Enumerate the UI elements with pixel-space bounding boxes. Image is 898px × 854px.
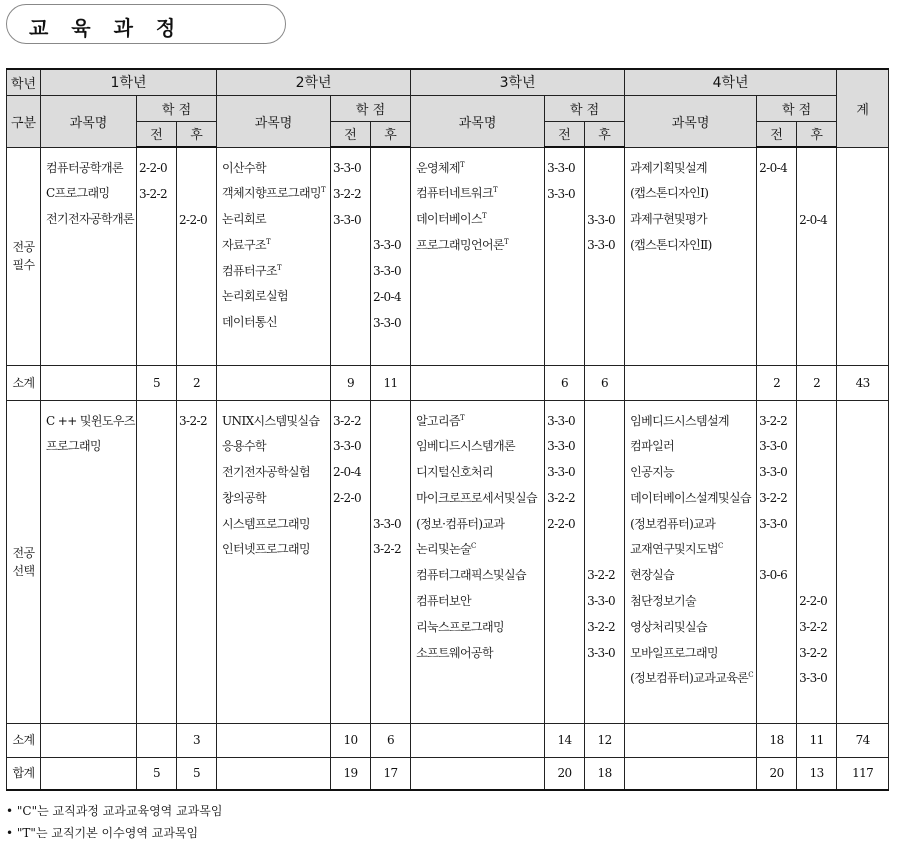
credit-value (179, 156, 216, 182)
course-list (41, 400, 137, 723)
first-credit-list (545, 400, 585, 723)
credit-header: 학 점 (137, 95, 217, 121)
credit-value: 3-3-0 (333, 161, 362, 175)
credit-value: 3-3-0 (547, 161, 576, 175)
course-list (625, 147, 757, 365)
credit-value: 3-3-0 (373, 264, 402, 279)
credit-value: 3-2-2 (799, 619, 828, 634)
course-name: 영상처리및실습 (630, 619, 708, 634)
credit-value (759, 641, 796, 667)
credit-value: 3-2-2 (799, 645, 828, 660)
credit-sum: 6 (585, 365, 625, 400)
credit-sum: 9 (331, 365, 371, 400)
course-name: 이산수학 (222, 160, 266, 175)
credit-value (547, 589, 584, 615)
course-name: 데이터베이스$^T$ (416, 212, 487, 227)
credit-value (373, 182, 410, 208)
credit-value (799, 512, 836, 538)
credit-value (333, 233, 370, 259)
credit-value: 2-0-4 (373, 289, 402, 304)
credit-value: 3-3-0 (373, 315, 402, 330)
credit-sum: 11 (797, 723, 837, 757)
second-semester-header: 후 (371, 121, 411, 147)
major-required-label-text: 전공필수 (12, 240, 35, 272)
grade-1-header: 1학년 (41, 69, 217, 95)
course-name: (정보컴퓨터)교과교육론$^C$ (630, 671, 753, 686)
credit-value (333, 285, 370, 311)
course-name: 데이터통신 (222, 315, 277, 330)
course-name: (캡스톤디자인Ⅱ) (630, 237, 712, 252)
row-total: 74 (837, 723, 889, 757)
credit-value (799, 460, 836, 486)
credit-value: 2-2-0 (333, 490, 362, 505)
course-name: 임베디드시스템개론 (416, 439, 515, 454)
credit-sum: 6 (371, 723, 411, 757)
course-name: 창의공학 (222, 490, 266, 505)
credit-value: 3-3-0 (759, 516, 788, 531)
credit-value: 3-2-2 (547, 490, 576, 505)
footnote-c: • "C"는 교직과정 교과교육영역 교과목임 (6, 804, 223, 818)
course-name: 리눅스프로그래밍 (416, 619, 504, 634)
second-credit-list (371, 147, 411, 365)
course-name: (정보·컴퓨터)교과 (416, 516, 505, 531)
course-name: 알고리즘$^T$ (416, 413, 465, 428)
course-name: 프로그래밍 (46, 439, 101, 454)
first-credit-list (331, 147, 371, 365)
course-name: 과제기획및설계 (630, 160, 708, 175)
credit-sum: 11 (371, 365, 411, 400)
credit-value: 3-3-0 (547, 465, 576, 480)
credit-value (799, 156, 836, 182)
page-title: 교 육 과 정 (29, 16, 184, 40)
subtotal-required-row (7, 365, 889, 400)
course-list (411, 400, 545, 723)
grand-total-label: 합계 (7, 757, 41, 790)
course-name: 논리및논술$^C$ (416, 542, 476, 557)
credit-sum: 10 (331, 723, 371, 757)
credit-value (799, 434, 836, 460)
credit-value (333, 259, 370, 285)
total-header: 계 (837, 69, 889, 147)
course-name-header: 과목명 (41, 95, 137, 147)
course-name: 프로그래밍언어론$^T$ (416, 237, 509, 252)
second-credit-list (797, 147, 837, 365)
course-name: 전기전자공학개론 (46, 212, 134, 227)
credit-sum: 20 (545, 757, 585, 790)
course-name: 객체지향프로그래밍$^T$ (222, 186, 326, 201)
row-total: 43 (837, 365, 889, 400)
credit-value (759, 537, 796, 563)
credit-value (547, 641, 584, 667)
credit-value: 2-0-4 (799, 212, 828, 227)
credit-header: 학 점 (331, 95, 411, 121)
credit-value: 3-3-0 (587, 645, 616, 660)
credit-value (587, 409, 624, 435)
credit-value (587, 486, 624, 512)
credit-value (373, 486, 410, 512)
credit-value (587, 537, 624, 563)
credit-value: 2-0-4 (333, 465, 362, 480)
credit-sum: 20 (757, 757, 797, 790)
course-name: 응용수학 (222, 439, 266, 454)
credit-value: 2-2-0 (179, 212, 208, 227)
major-elective-label (7, 400, 41, 723)
credit-value (587, 156, 624, 182)
credit-sum: 3 (177, 723, 217, 757)
course-name: 컴파일러 (630, 439, 675, 454)
course-name: 전기전자공학실험 (222, 465, 310, 480)
total-cell (837, 400, 889, 723)
course-name-header: 과목명 (625, 95, 757, 147)
credit-value: 2-0-4 (759, 161, 788, 175)
credit-value (373, 409, 410, 435)
course-name: UNIX시스템및실습 (222, 413, 320, 428)
second-semester-header: 후 (797, 121, 837, 147)
second-semester-header: 후 (585, 121, 625, 147)
course-name: 컴퓨터네트워크$^T$ (416, 186, 498, 201)
credit-value: 3-2-2 (179, 413, 208, 428)
credit-sum: 13 (797, 757, 837, 790)
course-name: 모바일프로그래밍 (630, 645, 719, 660)
major-elective-row (7, 400, 889, 723)
credit-value (759, 182, 796, 208)
course-name: 컴퓨터구조$^T$ (222, 263, 282, 278)
row-total: 117 (837, 757, 889, 790)
credit-header: 학 점 (757, 95, 837, 121)
course-name-header: 과목명 (411, 95, 545, 147)
course-name: 현장실습 (630, 568, 675, 583)
credit-value: 3-2-2 (587, 568, 616, 583)
credit-value (759, 615, 796, 641)
first-credit-list (331, 400, 371, 723)
course-name: 시스템프로그래밍 (222, 516, 310, 531)
credit-value (547, 233, 584, 259)
total-cell (837, 147, 889, 365)
credit-value: 3-3-0 (759, 465, 788, 480)
course-list (625, 400, 757, 723)
major-required-row (7, 147, 889, 365)
course-name: 마이크로프로세서및실습 (416, 490, 537, 505)
second-credit-list (797, 400, 837, 723)
credit-value: 3-2-2 (759, 413, 788, 428)
credit-value: 3-3-0 (373, 516, 402, 531)
credit-value (373, 208, 410, 234)
subtotal-elective-row (7, 723, 889, 757)
credit-value (799, 537, 836, 563)
subtotal-label: 소계 (7, 723, 41, 757)
credit-value: 3-3-0 (759, 439, 788, 454)
first-credit-list (545, 147, 585, 365)
credit-sum: 19 (331, 757, 371, 790)
first-credit-list (757, 147, 797, 365)
grade-3-header: 3학년 (411, 69, 625, 95)
credit-value: 3-3-0 (547, 439, 576, 454)
course-name: 컴퓨터보안 (416, 594, 472, 609)
credit-value (759, 208, 796, 234)
curriculum-table (6, 68, 889, 791)
credit-value (799, 409, 836, 435)
second-credit-list (585, 147, 625, 365)
credit-value (759, 589, 796, 615)
course-list (411, 147, 545, 365)
credit-value: 2-2-0 (547, 516, 576, 531)
course-name: 논리회로 (222, 212, 266, 227)
credit-sum: 14 (545, 723, 585, 757)
credit-value: 3-3-0 (373, 238, 402, 253)
credit-sum: 18 (585, 757, 625, 790)
credit-sum: 5 (177, 757, 217, 790)
credit-sum: 5 (137, 757, 177, 790)
second-semester-header: 후 (177, 121, 217, 147)
credit-value: 3-2-2 (759, 490, 788, 505)
course-name: 소프트웨어공학 (416, 645, 494, 660)
credit-value (179, 434, 216, 460)
first-credit-list (137, 400, 177, 723)
course-name: 운영체제$^T$ (416, 160, 465, 175)
credit-value (799, 563, 836, 589)
credit-value (799, 233, 836, 259)
credit-value: 3-2-2 (587, 619, 616, 634)
credit-sum (137, 723, 177, 757)
credit-value: 3-2-2 (373, 542, 402, 557)
subtotal-label: 소계 (7, 365, 41, 400)
course-name: 과제구현및평가 (630, 212, 708, 227)
credit-value: 3-2-2 (333, 413, 362, 428)
credit-sum: 5 (137, 365, 177, 400)
credit-sum: 12 (585, 723, 625, 757)
credit-sum: 18 (757, 723, 797, 757)
first-credit-list (137, 147, 177, 365)
title-box (6, 4, 286, 44)
second-credit-list (371, 400, 411, 723)
credit-value: 2-2-0 (799, 594, 828, 609)
course-list (217, 400, 331, 723)
credit-value: 3-3-0 (333, 439, 362, 454)
course-name: 논리회로실험 (222, 289, 288, 304)
course-name: 컴퓨터공학개론 (46, 160, 123, 175)
course-list (41, 147, 137, 365)
credit-value (139, 208, 176, 234)
course-name: 컴퓨터그래픽스및실습 (416, 568, 526, 583)
credit-value (547, 563, 584, 589)
credit-value (587, 460, 624, 486)
course-name: 자료구조$^T$ (222, 237, 271, 252)
credit-value (333, 311, 370, 337)
credit-value: 3-3-0 (547, 413, 576, 428)
credit-sum: 6 (545, 365, 585, 400)
major-required-label (7, 147, 41, 365)
credit-value: 2-2-0 (139, 161, 168, 175)
course-name: 임베디드시스템설계 (630, 413, 730, 428)
course-name: C프로그래밍 (46, 186, 110, 201)
grand-total-row (7, 757, 889, 790)
course-name: 교재연구및지도법$^C$ (630, 542, 723, 557)
course-name: C ++ 및윈도우즈 (46, 413, 135, 428)
footnotes (6, 800, 222, 844)
second-credit-list (585, 400, 625, 723)
first-semester-header: 전 (757, 121, 797, 147)
credit-value (373, 460, 410, 486)
credit-value (799, 182, 836, 208)
second-credit-list (177, 400, 217, 723)
course-name-header: 과목명 (217, 95, 331, 147)
credit-value (373, 434, 410, 460)
first-semester-header: 전 (545, 121, 585, 147)
course-name: 첨단정보기술 (630, 594, 697, 609)
course-name: 데이터베이스설계및실습 (630, 490, 752, 505)
course-name: (캡스톤디자인Ⅰ) (630, 186, 709, 201)
credit-value (587, 512, 624, 538)
credit-value (179, 182, 216, 208)
credit-value (139, 434, 176, 460)
course-name: 디지털신호처리 (416, 465, 494, 480)
credit-value (759, 233, 796, 259)
first-semester-header: 전 (331, 121, 371, 147)
credit-value: 3-3-0 (587, 212, 616, 227)
credit-value: 3-2-2 (139, 186, 168, 201)
credit-value (547, 537, 584, 563)
credit-value (547, 615, 584, 641)
credit-value (547, 208, 584, 234)
category-header: 구분 (7, 95, 41, 147)
first-credit-list (757, 400, 797, 723)
credit-value (759, 666, 796, 692)
credit-sum: 2 (177, 365, 217, 400)
credit-value: 3-3-0 (799, 671, 828, 686)
credit-sum: 2 (757, 365, 797, 400)
credit-sum: 2 (797, 365, 837, 400)
credit-value: 3-3-0 (333, 212, 362, 227)
first-semester-header: 전 (137, 121, 177, 147)
second-credit-list (177, 147, 217, 365)
grade-header: 학년 (7, 69, 41, 95)
credit-value (139, 409, 176, 435)
credit-value: 3-3-0 (587, 594, 616, 609)
footnote-t: • "T"는 교직기본 이수영역 교과목임 (6, 826, 199, 840)
credit-value: 3-3-0 (547, 186, 576, 201)
credit-value (587, 434, 624, 460)
course-name: 인공지능 (630, 465, 675, 480)
course-name: 인터넷프로그래밍 (222, 542, 310, 557)
course-list (217, 147, 331, 365)
course-name: (정보컴퓨터)교과 (630, 516, 716, 531)
grade-4-header: 4학년 (625, 69, 837, 95)
credit-value (587, 182, 624, 208)
credit-sum: 17 (371, 757, 411, 790)
credit-value (373, 156, 410, 182)
major-elective-label-text: 전공선택 (12, 545, 35, 578)
credit-value: 3-2-2 (333, 186, 362, 201)
credit-header: 학 점 (545, 95, 625, 121)
grade-2-header: 2학년 (217, 69, 411, 95)
credit-value (333, 537, 370, 563)
credit-value: 3-3-0 (587, 238, 616, 253)
credit-value (799, 486, 836, 512)
credit-value (333, 512, 370, 538)
credit-value: 3-0-6 (759, 568, 788, 583)
